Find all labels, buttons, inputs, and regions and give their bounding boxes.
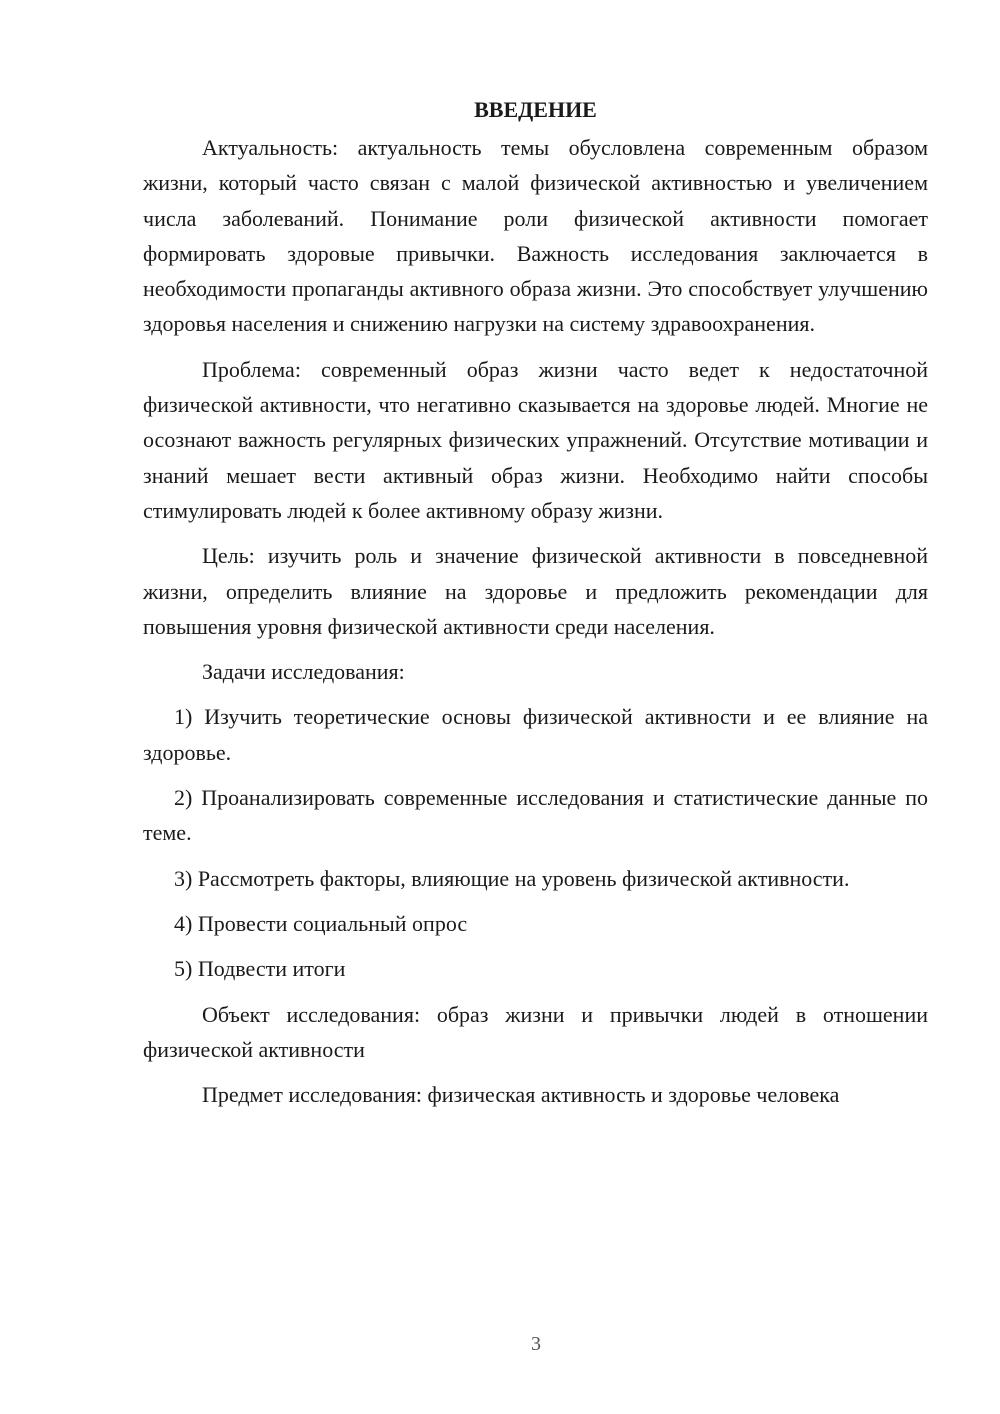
tasks-heading: Задачи исследования: xyxy=(202,659,405,685)
document-page xyxy=(143,95,928,1122)
relevance-paragraph: Актуальность: актуальность темы обусловлена современным образом жизни, который часто связан с малой физической активностью и увеличением числа заболеваний. Понимание роли физической активности помогает формировать здоровые привычки. Важность исследования заключается в необходимости пропаганды активного образа жизни. Это способствует улучшению здоровья населения и снижению нагрузки на систему здравоохранения. xyxy=(143,135,928,337)
goal-paragraph: Цель: изучить роль и значение физической активности в повседневной жизни, определить влияние на здоровье и предложить рекомендации для повышения уровня физической активности среди населения. xyxy=(143,543,928,639)
task-item-2: 2) Проанализировать современные исследования и статистические данные по теме. xyxy=(143,785,928,846)
object-paragraph: Объект исследования: образ жизни и привычки людей в отношении физической активности xyxy=(143,1001,928,1062)
subject-paragraph: Предмет исследования: физическая активность и здоровье человека xyxy=(202,1082,840,1108)
task-item-3: 3) Рассмотреть факторы, влияющие на уровень физической активности. xyxy=(174,865,850,891)
tasks-list xyxy=(143,699,928,986)
page-number: 3 xyxy=(531,1333,541,1355)
task-item-1: 1) Изучить теоретические основы физической активности и ее влияние на здоровье. xyxy=(143,704,928,765)
problem-paragraph: Проблема: современный образ жизни часто ведет к недостаточной физической активности, что негативно сказывается на здоровье людей. Многие не осознают важность регулярных физических упражнений. Отсутствие мотивации и знаний мешает вести активный образ жизни. Необходимо найти способы стимулировать людей к более активному образу жизни. xyxy=(143,356,928,523)
task-item-5: 5) Подвести итоги xyxy=(174,956,346,982)
task-item-4: 4) Провести социальный опрос xyxy=(174,910,468,936)
page-title: ВВЕДЕНИЕ xyxy=(474,97,597,122)
